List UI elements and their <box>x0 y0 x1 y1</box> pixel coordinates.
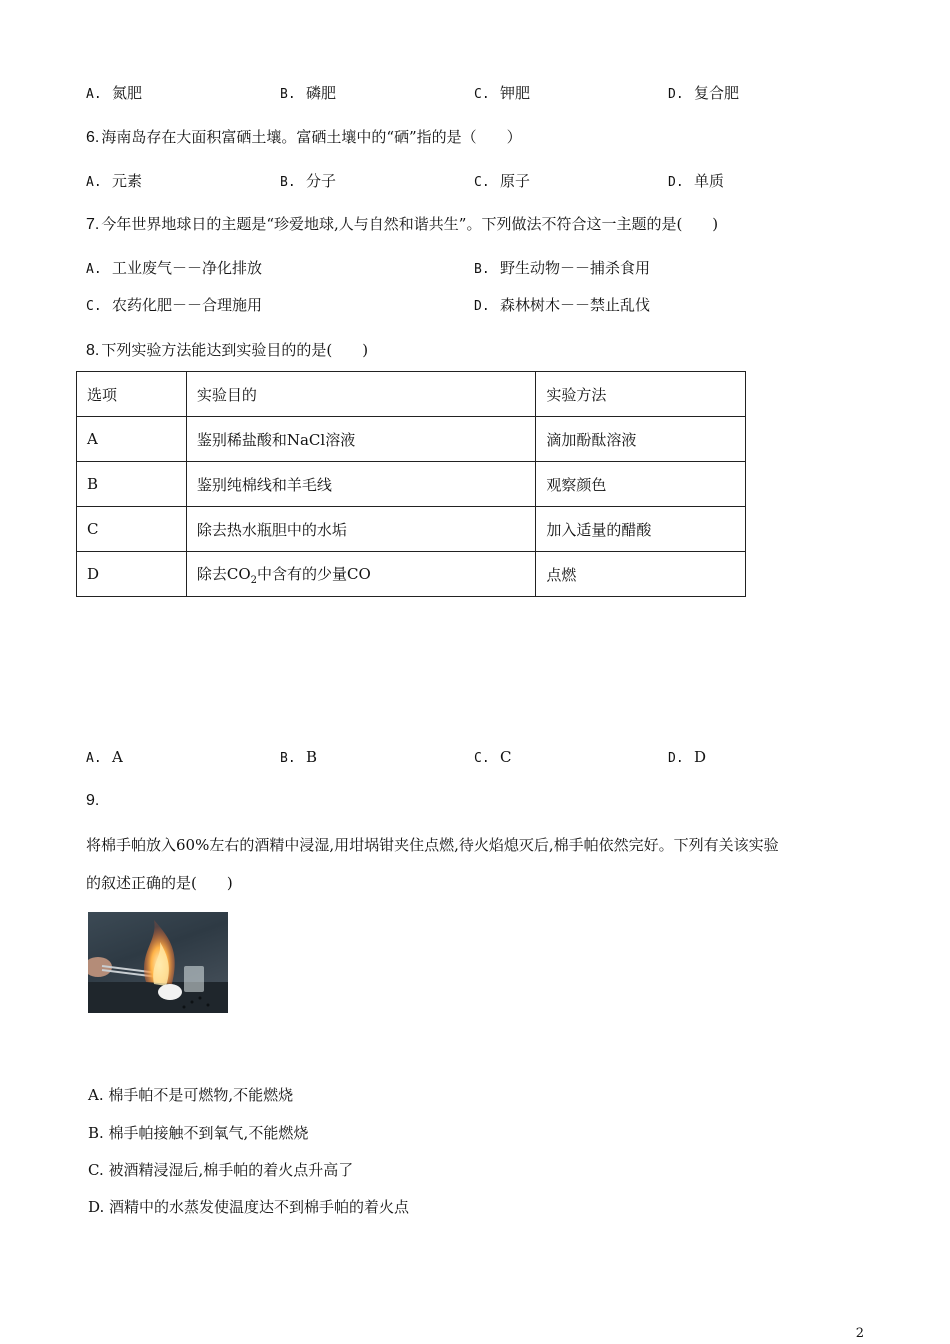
q6-option-d[interactable]: D. 单质 <box>668 172 725 190</box>
q8-option-b[interactable]: B. B <box>280 748 318 766</box>
table-cell: 除去$CO_2$中含有的少量CO <box>186 552 535 597</box>
experiment-table <box>76 371 746 597</box>
question-6-text: 海南岛存在大面积富硒土壤。富硒土壤中的“硒”指的是（ ） <box>101 128 522 146</box>
table-cell: A <box>77 417 187 462</box>
q8-option-d[interactable]: D. D <box>668 748 707 766</box>
table-header-cell: 实验方法 <box>536 372 746 417</box>
table-cell: B <box>77 462 187 507</box>
question-9-text-line-1: 将棉手帕放入60%左右的酒精中浸湿,用坩埚钳夹住点燃,待火焰熄灭后,棉手帕依然完好。下列有关该实验 <box>86 836 779 854</box>
table-row <box>77 462 746 507</box>
question-9-number: 9. <box>86 792 100 809</box>
table-header-cell: 实验目的 <box>186 372 535 417</box>
q5-option-d[interactable]: D. 复合肥 <box>668 84 740 102</box>
q9-option-c[interactable]: C. 被酒精浸湿后,棉手帕的着火点升高了 <box>88 1161 354 1179</box>
burning-handkerchief-illustration <box>88 912 228 1013</box>
table-header-row <box>77 372 746 417</box>
table-cell: 鉴别稀盐酸和NaCl溶液 <box>186 417 535 462</box>
question-8: 8. 下列实验方法能达到实验目的的是( ) <box>86 341 369 359</box>
table-cell: D <box>77 552 187 597</box>
q5-option-a[interactable]: A. 氮肥 <box>86 84 143 102</box>
q9-option-b[interactable]: B. 棉手帕接触不到氧气,不能燃烧 <box>88 1124 309 1142</box>
table-row <box>77 552 746 597</box>
table-row <box>77 417 746 462</box>
table-header-cell: 选项 <box>77 372 187 417</box>
q9-option-d[interactable]: D. 酒精中的水蒸发使温度达不到棉手帕的着火点 <box>88 1198 410 1216</box>
q7-option-d[interactable]: D. 森林树木－－禁止乱伐 <box>474 296 651 314</box>
question-8-text: 下列实验方法能达到实验目的的是( ) <box>101 341 369 359</box>
q6-option-c[interactable]: C. 原子 <box>474 172 531 190</box>
q7-option-c[interactable]: C. 农药化肥－－合理施用 <box>86 296 263 314</box>
table-cell: 加入适量的醋酸 <box>536 507 746 552</box>
q5-option-c[interactable]: C. 钾肥 <box>474 84 531 102</box>
table-cell: C <box>77 507 187 552</box>
question-9-text-line-2: 的叙述正确的是( ) <box>86 874 233 892</box>
q8-option-c[interactable]: C. C <box>474 748 512 766</box>
table-row <box>77 507 746 552</box>
table-cell: 观察颜色 <box>536 462 746 507</box>
page-number: 2 <box>855 1326 864 1341</box>
table-cell: 点燃 <box>536 552 746 597</box>
burning-handkerchief-photo <box>88 912 228 1013</box>
q8-option-a[interactable]: A. A <box>86 748 123 766</box>
table-cell: 鉴别纯棉线和羊毛线 <box>186 462 535 507</box>
q7-option-a[interactable]: A. 工业废气－－净化排放 <box>86 259 263 277</box>
question-7: 7. 今年世界地球日的主题是“珍爱地球,人与自然和谐共生”。下列做法不符合这一主题的是( ) <box>86 215 719 233</box>
q6-option-a[interactable]: A. 元素 <box>86 172 143 190</box>
q5-option-b[interactable]: B. 磷肥 <box>280 84 337 102</box>
q7-option-b[interactable]: B. 野生动物－－捕杀食用 <box>474 259 651 277</box>
table-cell: 除去热水瓶胆中的水垢 <box>186 507 535 552</box>
question-7-text: 今年世界地球日的主题是“珍爱地球,人与自然和谐共生”。下列做法不符合这一主题的是( ) <box>101 215 719 233</box>
q6-option-b[interactable]: B. 分子 <box>280 172 337 190</box>
table-cell: 滴加酚酞溶液 <box>536 417 746 462</box>
question-6: 6. 海南岛存在大面积富硒土壤。富硒土壤中的“硒”指的是（ ） <box>86 128 522 146</box>
q9-option-a[interactable]: A. 棉手帕不是可燃物,不能燃烧 <box>88 1086 294 1104</box>
